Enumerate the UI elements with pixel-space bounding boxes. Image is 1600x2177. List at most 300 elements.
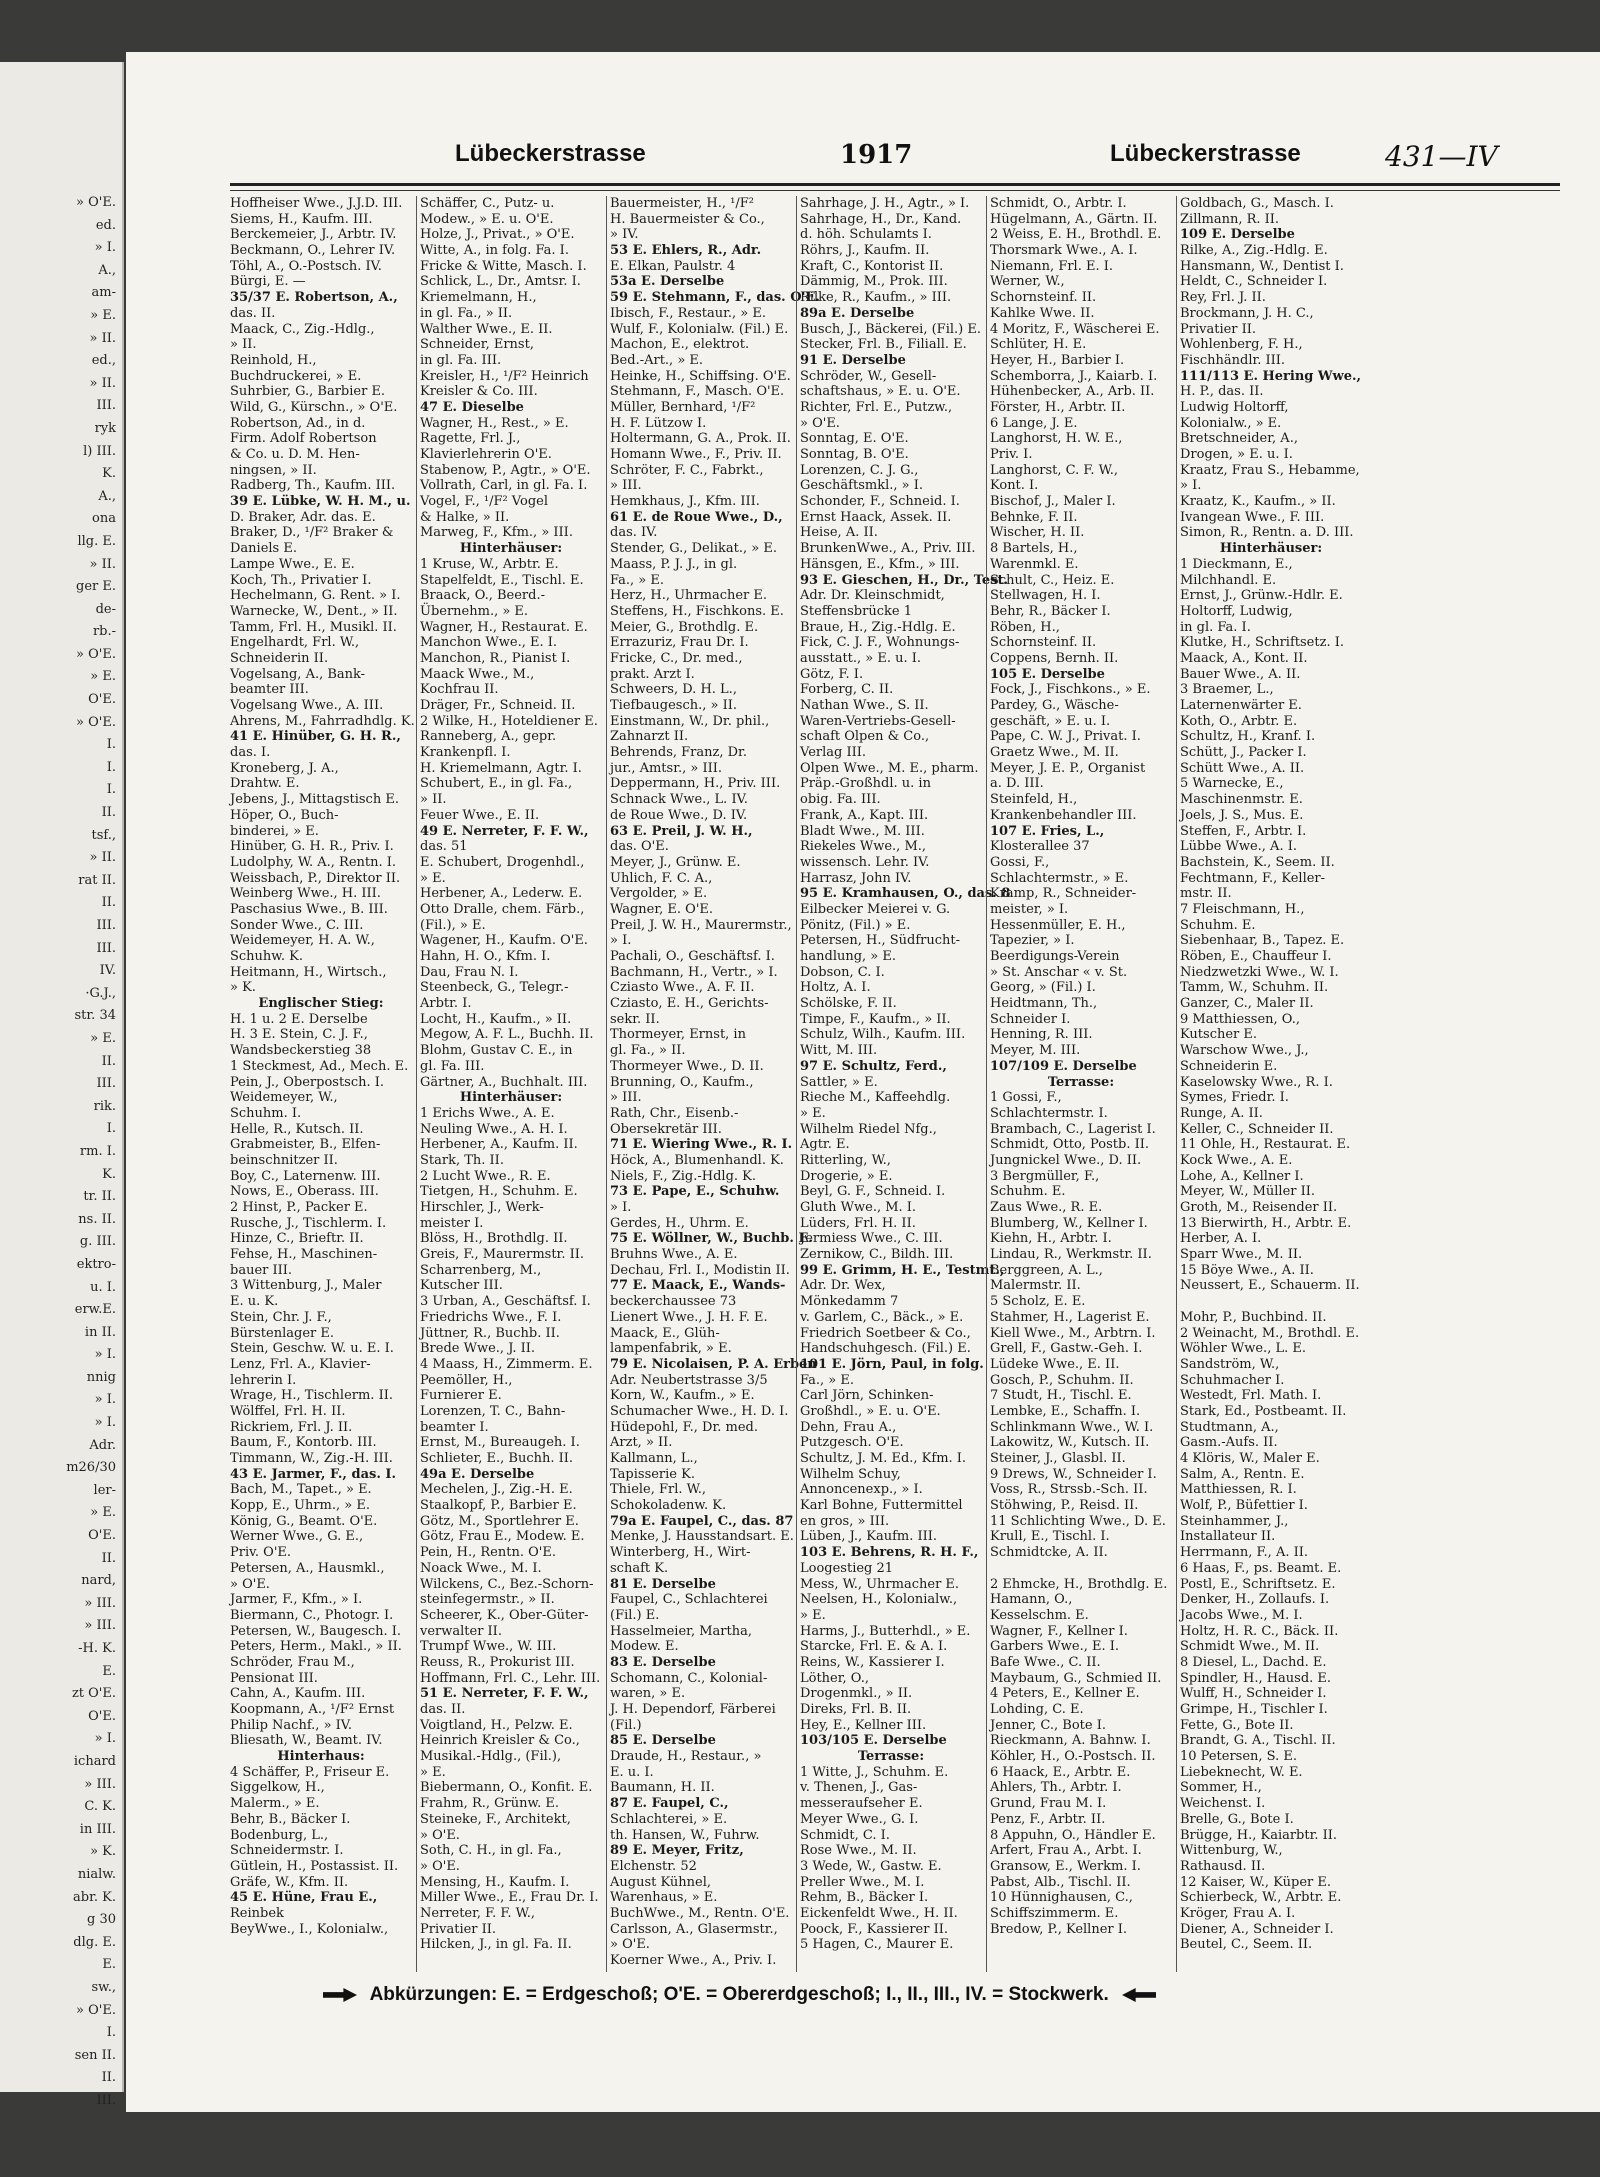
directory-entry-line: Jermiess Wwe., C. III. xyxy=(800,1231,943,1247)
directory-entry-line: 4 Moritz, F., Wäscherei E. xyxy=(990,321,1160,337)
directory-entry-line: (Fil.) xyxy=(610,1717,642,1733)
directory-entry-line: Cziasto Wwe., A. F. II. xyxy=(610,980,755,996)
directory-entry-line: Braue, H., Zig.-Hdlg. E. xyxy=(800,619,956,635)
directory-entry-line: 10 Hünnighausen, C., xyxy=(990,1890,1133,1906)
directory-entry-line: das. O'E. xyxy=(610,839,669,855)
directory-entry-line: Siggelkow, H., xyxy=(230,1780,325,1796)
directory-entry-line: ningsen, » II. xyxy=(230,462,317,478)
left-page-fragment: ichard xyxy=(73,1753,116,1769)
directory-entry-line: Jüttner, R., Buchb. II. xyxy=(420,1325,560,1341)
directory-entry-line: 97 E. Schultz, Ferd., xyxy=(800,1058,947,1074)
directory-entry-line: Salm, A., Rentn. E. xyxy=(1180,1466,1305,1482)
directory-entry-line: Stender, G., Delikat., » E. xyxy=(610,541,777,557)
directory-entry-line: Heyer, H., Barbier I. xyxy=(990,352,1125,368)
directory-entry-line: 3 Urban, A., Geschäftsf. I. xyxy=(420,1294,591,1310)
directory-entry-line: Stark, Th. II. xyxy=(420,1152,504,1168)
left-page-fragment: u. I. xyxy=(90,1279,116,1295)
directory-entry-line: Sahrhage, J. H., Agtr., » I. xyxy=(800,196,970,211)
directory-entry-line: Pein, J., Oberpostsch. I. xyxy=(230,1074,385,1090)
directory-entry-line: 2 Ehmcke, H., Brothdlg. E. xyxy=(990,1576,1168,1592)
directory-entry-line: prakt. Arzt I. xyxy=(610,666,695,682)
directory-entry-line: Dechau, Frl. I., Modistin II. xyxy=(610,1262,790,1278)
directory-entry-line: Blohm, Gustav C. E., in xyxy=(420,1043,573,1059)
directory-entry-line: » E. xyxy=(800,1607,826,1623)
directory-entry-line: Mönkedamm 7 xyxy=(800,1294,899,1310)
directory-entry-line: Einstmann, W., Dr. phil., xyxy=(610,713,770,729)
left-page-fragment: in II. xyxy=(84,1324,116,1340)
directory-entry-line: Helle, R., Kutsch. II. xyxy=(230,1121,364,1137)
left-page-fragment: ed. xyxy=(95,217,116,233)
left-page-fragment: g 30 xyxy=(87,1912,116,1928)
directory-entry-line: Sparr Wwe., M. II. xyxy=(1180,1247,1303,1263)
directory-entry-line: Lindau, R., Werkmstr. II. xyxy=(990,1247,1152,1263)
left-page-fragment: » III. xyxy=(84,1595,116,1611)
directory-entry-line: Brede Wwe., J. II. xyxy=(420,1341,536,1357)
directory-entry-line: Schumacher Wwe., H. D. I. xyxy=(610,1403,789,1419)
directory-entry-line: Werner, W., xyxy=(990,274,1065,290)
directory-entry-line: Löther, O., xyxy=(800,1670,869,1686)
left-page-fragment: O'E. xyxy=(88,1708,116,1724)
directory-entry-line: Lüben, J., Kaufm. III. xyxy=(800,1529,938,1545)
directory-entry-line: obig. Fa. III. xyxy=(800,792,881,808)
directory-entry-line: Bed.-Art., » E. xyxy=(610,352,704,368)
directory-entry-line: Schultz, H., Kranf. I. xyxy=(1180,729,1316,745)
left-page-fragment: » III. xyxy=(84,1618,116,1634)
directory-entry-line: Maack, E., Glüh- xyxy=(610,1325,720,1341)
directory-entry-line: Reinbek xyxy=(230,1905,284,1921)
directory-entry-line: Berggreen, A. L., xyxy=(990,1262,1103,1278)
left-page-fragment: abr. K. xyxy=(73,1889,116,1905)
directory-entry-line: Runge, A. II. xyxy=(1180,1105,1263,1121)
directory-entry-line: 3 Bergmüller, F., xyxy=(990,1168,1100,1184)
directory-entry-line: beamter I. xyxy=(420,1419,489,1435)
left-page-fragment: tr. II. xyxy=(83,1189,116,1205)
directory-entry-line: lampenfabrik, » E. xyxy=(610,1341,732,1357)
directory-entry-line: Timpe, F., Kaufm., » II. xyxy=(800,1011,951,1027)
directory-entry-line: Thiele, Frl. W., xyxy=(610,1482,707,1498)
directory-entry-line: Hirschler, J., Werk- xyxy=(420,1200,544,1215)
directory-entry-line: Stein, Chr. J. F., xyxy=(230,1309,332,1325)
directory-entry-line: Hinterhäuser: xyxy=(459,1090,563,1106)
directory-entry-line: H. Kriemelmann, Agtr. I. xyxy=(420,760,582,776)
directory-entry-line: Rieche M., Kaffeehdlg. xyxy=(800,1090,951,1106)
directory-entry-line: Ranneberg, A., gepr. xyxy=(420,729,557,745)
directory-entry-line: Manchon Wwe., E. I. xyxy=(420,635,558,651)
directory-entry-line: Rilke, R., Kaufm., » III. xyxy=(800,290,952,306)
directory-entry-line: in gl. Fa., » II. xyxy=(420,305,513,321)
directory-entry-line: 1 Gossi, F., xyxy=(990,1090,1062,1106)
left-page-fragment: rik. xyxy=(93,1098,116,1114)
directory-entry-line: Sattler, » E. xyxy=(800,1074,878,1090)
directory-entry-line: Götz, M., Sportlehrer E. xyxy=(420,1513,579,1529)
directory-entry-line: Wulff, H., Schneider I. xyxy=(1180,1686,1327,1702)
directory-entry-line: Hänsgen, E., Kfm., » III. xyxy=(800,556,960,572)
directory-entry-line: (Fil.) E. xyxy=(610,1607,660,1623)
directory-entry-line: gl. Fa., » II. xyxy=(610,1043,686,1059)
directory-entry-line: Meyer, M. III. xyxy=(990,1043,1081,1059)
directory-entry-line: Locht, H., Kaufm., » II. xyxy=(420,1011,572,1027)
directory-entry-line: Maybaum, G., Schmied II. xyxy=(990,1670,1162,1686)
directory-entry-line: Westedt, Frl. Math. I. xyxy=(1180,1388,1322,1404)
left-page-fragment: II. xyxy=(101,895,116,911)
left-page-fragment: » II. xyxy=(89,850,116,866)
directory-entry-line: Furnierer E. xyxy=(420,1388,502,1404)
directory-entry-line: Fa., » E. xyxy=(610,572,664,588)
directory-entry-line: Beyl, G. F., Schneid. I. xyxy=(800,1184,946,1200)
directory-entry-line: Braker, D., ¹/F² Braker & xyxy=(230,525,394,541)
directory-entry-line: Behrends, Franz, Dr. xyxy=(610,745,747,761)
directory-entry-line: das. 51 xyxy=(420,839,468,855)
directory-entry-line: Riekeles Wwe., M., xyxy=(800,839,927,855)
directory-entry-line: Müller, Bernhard, ¹/F² xyxy=(610,399,756,415)
directory-column-5 xyxy=(990,196,1172,1976)
directory-entry-line: Bladt Wwe., M. III. xyxy=(800,823,925,839)
directory-entry-line: Tamm, W., Schuhm. II. xyxy=(1180,980,1329,996)
directory-entry-line: 53 E. Ehlers, R., Adr. xyxy=(610,243,762,259)
directory-entry-line: Hinterhäuser: xyxy=(459,541,563,557)
left-page-fragment: g. III. xyxy=(79,1234,116,1250)
directory-entry-line: 3 Wittenburg, J., Maler xyxy=(230,1278,382,1294)
directory-entry-line: Arbtr. I. xyxy=(420,996,472,1012)
directory-entry-line: Brelle, G., Bote I. xyxy=(1180,1811,1294,1827)
directory-entry-line: Schokoladenw. K. xyxy=(610,1498,727,1514)
directory-entry-line: Fa., » E. xyxy=(800,1372,854,1388)
directory-entry-line: Braack, O., Beerd.- xyxy=(420,588,545,604)
directory-entry-line: Witt, M. III. xyxy=(800,1043,878,1059)
directory-entry-line: 103 E. Behrens, R. H. F., xyxy=(800,1545,979,1561)
directory-entry-line: Lohding, C. E. xyxy=(990,1702,1084,1717)
directory-entry-line: Heise, A. II. xyxy=(800,525,878,541)
left-page-fragment: in III. xyxy=(79,1821,116,1837)
directory-entry-line: H. F. Lützow I. xyxy=(610,415,707,431)
directory-entry-line: Hoffheiser Wwe., J.J.D. III. xyxy=(230,196,403,211)
directory-entry-line: Stecker, Frl. B., Filiall. E. xyxy=(800,337,967,353)
directory-entry-line: 6 Lange, J. E. xyxy=(990,415,1078,431)
directory-entry-line: Miller Wwe., E., Frau Dr. I. xyxy=(420,1890,599,1906)
directory-entry-line: Lohe, A., Kellner I. xyxy=(1180,1168,1304,1184)
directory-entry-line: Uhlich, F. C. A., xyxy=(610,870,713,886)
left-page-fragment: llg. E. xyxy=(77,533,116,549)
directory-entry-line: Brunning, O., Kaufm., xyxy=(610,1074,754,1090)
directory-entry-line: Lüdeke Wwe., E. II. xyxy=(990,1356,1120,1372)
directory-entry-line: Meyer, J., Grünw. E. xyxy=(610,854,741,870)
directory-entry-line: » O'E. xyxy=(420,1827,460,1843)
left-page-fragment: Adr. xyxy=(89,1437,116,1453)
directory-entry-line: Rilke, A., Zig.-Hdlg. E. xyxy=(1180,243,1328,259)
directory-entry-line: E. Schubert, Drogenhdl., xyxy=(420,854,585,870)
directory-entry-line: Biermann, C., Photogr. I. xyxy=(230,1607,394,1623)
directory-entry-line: Carlsson, A., Glasermstr., xyxy=(610,1921,778,1937)
directory-entry-line: Beckmann, O., Lehrer IV. xyxy=(230,243,396,259)
directory-entry-line: 109 E. Derselbe xyxy=(1180,227,1295,243)
left-page-fragment: I. xyxy=(106,2025,116,2041)
directory-entry-line: Bodenburg, L., xyxy=(230,1827,329,1843)
directory-entry-line: 3 Braemer, L., xyxy=(1180,682,1274,698)
directory-entry-line: 49a E. Derselbe xyxy=(420,1466,535,1482)
directory-entry-line: Drogenmkl., » II. xyxy=(800,1686,913,1702)
directory-entry-line: » II. xyxy=(420,792,447,808)
directory-entry-line: Hinüber, G. H. R., Priv. I. xyxy=(230,839,394,855)
left-page-fragment: III. xyxy=(96,940,116,956)
directory-entry-line: 51 E. Nerreter, F. F. W., xyxy=(420,1686,589,1702)
directory-entry-line: Frank, A., Kapt. III. xyxy=(800,807,929,823)
directory-entry-line: 49 E. Nerreter, F. F. W., xyxy=(420,823,589,839)
directory-entry-line: Wittenburg, W., xyxy=(1180,1843,1283,1859)
directory-entry-line: 107 E. Fries, L., xyxy=(990,823,1105,839)
directory-entry-line: 2 Wilke, H., Hoteldiener E. xyxy=(420,713,598,729)
directory-entry-line: Eilbecker Meierei v. G. xyxy=(800,901,951,917)
directory-entry-line: Kroneberg, J. A., xyxy=(230,760,339,776)
directory-entry-line: Bachstein, K., Seem. II. xyxy=(1180,854,1335,870)
directory-entry-line: 87 E. Faupel, C., xyxy=(610,1796,729,1812)
directory-entry-line: Drogerie, » E. xyxy=(800,1168,893,1184)
directory-entry-line: Schuhm. E. xyxy=(1180,917,1256,933)
directory-entry-line: Schlüter, H. E. xyxy=(990,337,1087,353)
abbreviations-text: Abkürzungen: E. = Erdgeschoß; O'E. = Obererdgeschoß; I., II., III., IV. = Stockwerk. xyxy=(369,1984,1109,2005)
directory-entry-line: Übernehm., » E. xyxy=(420,603,529,619)
directory-entry-line: E. Elkan, Paulstr. 4 xyxy=(610,258,736,274)
left-page-margin xyxy=(0,62,124,2108)
directory-entry-line: 63 E. Preil, J. W. H., xyxy=(610,823,753,839)
directory-entry-line: Beutel, C., Seem. II. xyxy=(1180,1937,1313,1953)
directory-entry-line: Götz, F. I. xyxy=(800,666,864,682)
directory-entry-line: Diener, A., Schneider I. xyxy=(1180,1921,1334,1937)
directory-entry-line: Kutscher III. xyxy=(420,1278,503,1294)
directory-entry-line: Homann Wwe., F., Priv. II. xyxy=(610,447,782,462)
directory-entry-line: 6 Haas, F., ps. Beamt. E. xyxy=(1180,1560,1342,1576)
left-page-fragment: rb.- xyxy=(92,624,116,640)
directory-entry-line: Weichenst. I. xyxy=(1180,1796,1266,1812)
directory-entry-line: 5 Warnecke, E., xyxy=(1180,776,1284,792)
directory-entry-line: Goldbach, G., Masch. I. xyxy=(1180,196,1334,211)
directory-entry-line: Kröger, Frau A. I. xyxy=(1180,1905,1296,1921)
left-page-fragment: ·G.J., xyxy=(85,985,116,1001)
directory-entry-line: Weinberg Wwe., H. III. xyxy=(230,886,381,902)
directory-entry-line: Friedrichs Wwe., F. I. xyxy=(420,1309,562,1325)
directory-entry-line: Dehn, Frau A., xyxy=(800,1419,897,1435)
left-page-fragment: ona xyxy=(92,511,116,527)
directory-entry-line: Schweers, D. H. L., xyxy=(610,682,737,698)
directory-entry-line: Thormeyer Wwe., D. II. xyxy=(610,1058,764,1074)
directory-entry-line: Keller, C., Schneider II. xyxy=(1180,1121,1334,1137)
directory-entry-line: Schultz, J. M. Ed., Kfm. I. xyxy=(800,1451,967,1466)
column-divider xyxy=(416,196,417,1972)
left-page-fragment: ryk xyxy=(94,420,116,436)
directory-entry-line: Hinze, C., Brieftr. II. xyxy=(230,1231,364,1247)
directory-entry-line: Nows, E., Oberass. III. xyxy=(230,1184,379,1200)
directory-entry-line: Terrasse: xyxy=(1047,1074,1115,1090)
directory-entry-line: Schlachtermstr. I. xyxy=(990,1105,1108,1121)
directory-entry-line: Lembke, E., Schaffn. I. xyxy=(990,1403,1141,1419)
directory-entry-line: Heldt, C., Schneider I. xyxy=(1180,274,1328,290)
column-divider xyxy=(1176,196,1177,1972)
directory-entry-line: Rieckmann, A. Bahnw. I. xyxy=(990,1733,1151,1749)
directory-entry-line: 4 Schäffer, P., Friseur E. xyxy=(230,1764,390,1780)
left-page-fragment: II. xyxy=(101,2070,116,2086)
left-page-fragment: » II. xyxy=(89,375,116,391)
directory-entry-line: Bürgi, E. — xyxy=(230,274,306,290)
directory-entry-line: Coppens, Bernh. II. xyxy=(990,650,1119,666)
directory-entry-line: Schuhmacher I. xyxy=(1180,1372,1285,1388)
directory-entry-line: BrunkenWwe., A., Priv. III. xyxy=(800,541,976,557)
left-page-fragment: » O'E. xyxy=(76,714,116,730)
directory-entry-line: Faupel, C., Schlachterei xyxy=(610,1592,768,1608)
directory-entry-line: Ludwig Holtorff, xyxy=(1180,399,1289,415)
directory-entry-line: Busch, J., Bäckerei, (Fil.) E. xyxy=(800,321,981,337)
directory-entry-line: Verlag III. xyxy=(800,745,867,761)
directory-entry-line: 79a E. Faupel, C., das. 87 xyxy=(610,1513,794,1529)
directory-entry-line: & Halke, » II. xyxy=(420,509,510,525)
directory-entry-line: 5 Scholz, E. E. xyxy=(990,1294,1086,1310)
directory-entry-line: Schubert, E., in gl. Fa., xyxy=(420,776,573,792)
directory-entry-line: 47 E. Dieselbe xyxy=(420,399,524,415)
directory-column-6 xyxy=(1180,196,1362,1976)
directory-entry-line: Warenhaus, » E. xyxy=(610,1890,718,1906)
directory-entry-line: Cziasto, E. H., Gerichts- xyxy=(610,996,769,1012)
directory-entry-line: Cahn, A., Kaufm. III. xyxy=(230,1686,366,1702)
directory-entry-line: Vollrath, Carl, in gl. Fa. I. xyxy=(420,478,588,494)
directory-entry-line: Behnke, F. II. xyxy=(990,509,1078,525)
directory-entry-line: gl. Fa. III. xyxy=(420,1058,485,1074)
directory-entry-line: Kraatz, K., Kaufm., » II. xyxy=(1180,494,1336,510)
directory-entry-line: Soth, C. H., in gl. Fa., xyxy=(420,1843,562,1859)
directory-entry-line: 53a E. Derselbe xyxy=(610,274,725,290)
directory-entry-line: 7 Fleischmann, H., xyxy=(1180,901,1305,917)
directory-entry-line: Bürstenlager E. xyxy=(230,1325,334,1341)
directory-entry-line: Götz, Frau E., Modew. E. xyxy=(420,1529,585,1545)
directory-entry-line: Olpen Wwe., M. E., pharm. xyxy=(800,760,979,776)
directory-entry-line: lehrerin I. xyxy=(230,1372,297,1388)
left-page-fragments xyxy=(0,192,120,2112)
directory-entry-line: Jebens, J., Mittagstisch E. xyxy=(230,792,399,808)
directory-entry-line: Schneider, Ernst, xyxy=(420,337,534,353)
directory-entry-line: 3 Wede, W., Gastw. E. xyxy=(800,1858,942,1874)
directory-entry-line: Schemborra, J., Kaiarb. I. xyxy=(990,368,1158,384)
directory-entry-line: Gossi, F., xyxy=(990,854,1050,870)
directory-entry-line: Wischer, H. II. xyxy=(990,525,1085,541)
directory-entry-line: Höck, A., Blumenhandl. K. xyxy=(610,1152,784,1168)
directory-entry-line: Peters, Herm., Makl., » II. xyxy=(230,1639,402,1655)
directory-entry-line: schaftshaus, » E. u. O'E. xyxy=(800,384,961,400)
directory-entry-line: Schuhw. K. xyxy=(230,949,303,964)
directory-entry-line: 41 E. Hinüber, G. H. R., xyxy=(230,729,401,745)
directory-entry-line: Fock, J., Fischkons., » E. xyxy=(990,682,1151,698)
directory-entry-line: Langhorst, H. W. E., xyxy=(990,431,1123,447)
directory-entry-line: Petersen, A., Hausmkl., xyxy=(230,1560,385,1576)
header-street-right: Lübeckerstrasse xyxy=(1110,140,1301,167)
directory-entry-line: 4 Maass, H., Zimmerm. E. xyxy=(420,1356,593,1372)
directory-entry-line: Adr. Dr. Wex, xyxy=(800,1278,886,1294)
directory-entry-line: Annoncenexp., » I. xyxy=(800,1482,923,1498)
left-page-fragment: » I. xyxy=(94,1415,116,1431)
directory-entry-line: Gasm.-Aufs. II. xyxy=(1180,1435,1278,1451)
directory-entry-line: Präp.-Großhdl. u. in xyxy=(800,776,931,792)
directory-entry-line: th. Hansen, W., Fuhrw. xyxy=(610,1827,760,1843)
left-page-fragment: ektro- xyxy=(76,1256,116,1272)
directory-entry-line: 93 E. Gieschen, H., Dr., Test. xyxy=(800,572,1009,588)
directory-entry-line: Mohr, P., Buchbind. II. xyxy=(1180,1309,1327,1325)
directory-entry-line: 107/109 E. Derselbe xyxy=(990,1058,1137,1074)
directory-entry-line: Ernst, J., Grünw.-Hdlr. E. xyxy=(1180,588,1343,604)
directory-entry-line: geschäft, » E. u. I. xyxy=(990,713,1111,729)
directory-entry-line: Kallmann, L., xyxy=(610,1451,698,1466)
directory-entry-line: Holtermann, G. A., Prok. II. xyxy=(610,431,791,447)
directory-entry-line: » IV. xyxy=(610,227,639,243)
directory-entry-line: Philip Nachf., » IV. xyxy=(230,1717,353,1733)
left-page-fragment: » O'E. xyxy=(76,2002,116,2018)
directory-entry-line: Arfert, Frau A., Arbt. I. xyxy=(990,1843,1142,1859)
directory-entry-line: Koopmann, A., ¹/F² Ernst xyxy=(230,1702,395,1717)
directory-entry-line: handlung, » E. xyxy=(800,949,897,964)
directory-entry-line: 75 E. Wöllner, W., Buchb. E. xyxy=(610,1231,813,1247)
directory-entry-line: Hilcken, J., in gl. Fa. II. xyxy=(420,1937,572,1953)
directory-entry-line: Schomann, C., Kolonial- xyxy=(610,1670,768,1686)
directory-entry-line: Milchhandl. E. xyxy=(1180,572,1277,588)
directory-entry-line: Zahnarzt II. xyxy=(610,729,689,745)
directory-column-2 xyxy=(420,196,602,1976)
directory-entry-line: Warnecke, W., Dent., » II. xyxy=(230,603,398,619)
directory-entry-line: Adr. Dr. Kleinschmidt, xyxy=(800,588,945,604)
directory-entry-line: Meier, G., Brothdlg. E. xyxy=(610,619,759,635)
directory-entry-line: H. P., das. II. xyxy=(1180,384,1264,400)
left-page-fragment: E. xyxy=(102,1957,116,1973)
left-page-fragment: nnig xyxy=(86,1369,116,1385)
directory-entry-line: 15 Böye Wwe., A. II. xyxy=(1180,1262,1314,1278)
directory-entry-line xyxy=(1180,1294,1362,1310)
directory-entry-line: Schuhm. E. xyxy=(990,1184,1066,1200)
directory-entry-line: wissensch. Lehr. IV. xyxy=(800,854,930,870)
directory-entry-line: Hechelmann, G. Rent. » I. xyxy=(230,588,401,604)
directory-entry-line: Rose Wwe., M. II. xyxy=(800,1843,917,1859)
directory-entry-line: Lakowitz, W., Kutsch. II. xyxy=(990,1435,1150,1451)
directory-entry-line: 4 Klöris, W., Maler E. xyxy=(1180,1451,1320,1466)
directory-entry-line: H. 3 E. Stein, C. J. F., xyxy=(230,1027,368,1043)
directory-entry-line: sekr. II. xyxy=(610,1011,660,1027)
directory-entry-line: Wagner, H., Rest., » E. xyxy=(420,415,569,431)
directory-entry-line: Brockmann, J. H. C., xyxy=(1180,305,1314,321)
directory-entry-line: Studtmann, A., xyxy=(1180,1419,1279,1435)
directory-entry-line: » III. xyxy=(610,1090,642,1106)
directory-entry-line: 8 Diesel, L., Dachd. E. xyxy=(1180,1654,1327,1670)
directory-entry-line: 43 E. Jarmer, F., das. I. xyxy=(230,1466,396,1482)
directory-entry-line: Klutke, H., Schriftsetz. I. xyxy=(1180,635,1344,651)
directory-entry-line: Geschäftsmkl., » I. xyxy=(800,478,923,494)
directory-entry-line: binderei, » E. xyxy=(230,823,319,839)
directory-entry-line: Peemöller, H., xyxy=(420,1372,513,1388)
directory-entry-line: Förster, H., Arbtr. II. xyxy=(990,399,1126,415)
directory-entry-line: Fischhändlr. III. xyxy=(1180,352,1286,368)
directory-entry-line: Ivangean Wwe., F. III. xyxy=(1180,509,1325,525)
directory-entry-line: Bauermeister, H., ¹/F² xyxy=(610,196,754,211)
directory-entry-line: 71 E. Wiering Wwe., R. I. xyxy=(610,1137,793,1153)
directory-entry-line: 10 Petersen, S. E. xyxy=(1180,1749,1297,1765)
directory-entry-line: Matthiessen, R. I. xyxy=(1180,1482,1297,1498)
left-page-fragment: E. xyxy=(102,1663,116,1679)
left-page-fragment: II. xyxy=(101,805,116,821)
directory-entry-line: Maack, A., Kont. II. xyxy=(1180,650,1308,666)
directory-entry-line: Krull, E., Tischl. I. xyxy=(990,1529,1110,1545)
directory-entry-line: (Fil.), » E. xyxy=(420,917,486,933)
directory-entry-line: Agtr. E. xyxy=(800,1137,850,1153)
left-page-fragment: l) III. xyxy=(83,443,116,459)
directory-entry-line: Steffensbrücke 1 xyxy=(800,603,912,619)
directory-entry-line: Lorenzen, C. J. G., xyxy=(800,462,919,478)
directory-entry-line: Maack Wwe., M., xyxy=(420,666,535,682)
directory-entry-line: Installateur II. xyxy=(1180,1529,1276,1545)
directory-entry-line: Grabmeister, B., Elfen- xyxy=(230,1137,381,1153)
directory-entry-line: Pape, C. W. J., Privat. I. xyxy=(990,729,1141,745)
directory-entry-line: Vogel, F., ¹/F² Vogel xyxy=(420,494,549,510)
